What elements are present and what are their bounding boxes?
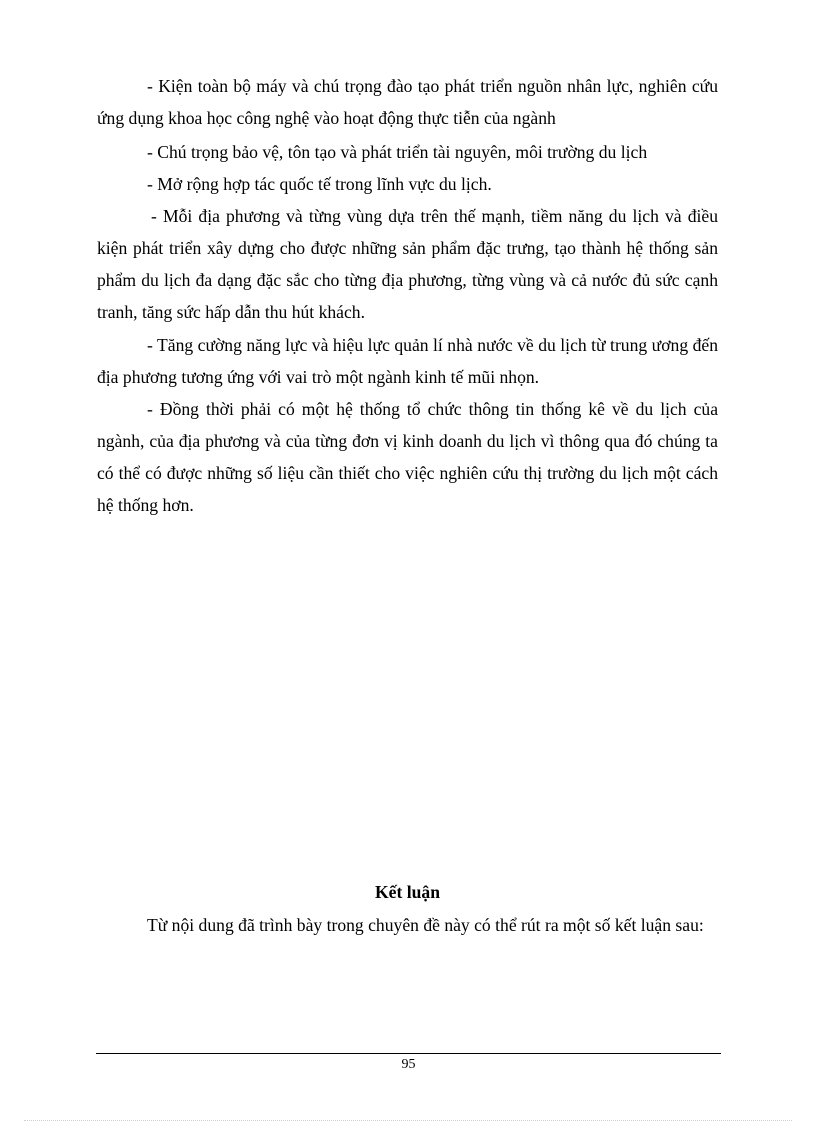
paragraph-5: - Tăng cường năng lực và hiệu lực quản lí nhà nước về du lịch từ trung ương đến địa phương tương ứng với vai trò một ngành kinh tế mũi nhọn. <box>97 335 718 387</box>
conclusion-heading: Kết luận <box>374 882 440 902</box>
page-bottom-border <box>24 1120 792 1121</box>
paragraph-2: - Chú trọng bảo vệ, tôn tạo và phát triển tài nguyên, môi trường du lịch <box>147 142 648 162</box>
footer-divider <box>96 1053 721 1054</box>
paragraph-6: - Đồng thời phải có một hệ thống tổ chức thông tin thống kê về du lịch của ngành, của địa phương và của từng đơn vị kinh doanh du lịch vì thông qua đó chúng ta có thể có được những số liệu cần thiết cho việc nghiên cứu thị trường du lịch một cách hệ thống hơn. <box>97 399 718 515</box>
paragraph-3: - Mở rộng hợp tác quốc tế trong lĩnh vực du lịch. <box>147 174 492 194</box>
paragraph-4: - Mỗi địa phương và từng vùng dựa trên thế mạnh, tiềm năng du lịch và điều kiện phát triển xây dựng cho được những sản phẩm đặc trưng, tạo thành hệ thống sản phẩm du lịch đa dạng đặc sắc cho từng địa phương, từng vùng và cả nước đủ sức cạnh tranh, tăng sức hấp dẫn thu hút khách. <box>97 206 718 322</box>
page-number: 95 <box>401 1057 416 1072</box>
paragraph-1: - Kiện toàn bộ máy và chú trọng đào tạo phát triển nguồn nhân lực, nghiên cứu ứng dụng khoa học công nghệ vào hoạt động thực tiễn của ngành <box>97 76 718 128</box>
conclusion-intro: Từ nội dung đã trình bày trong chuyên đề này có thể rút ra một số kết luận sau: <box>147 915 704 935</box>
